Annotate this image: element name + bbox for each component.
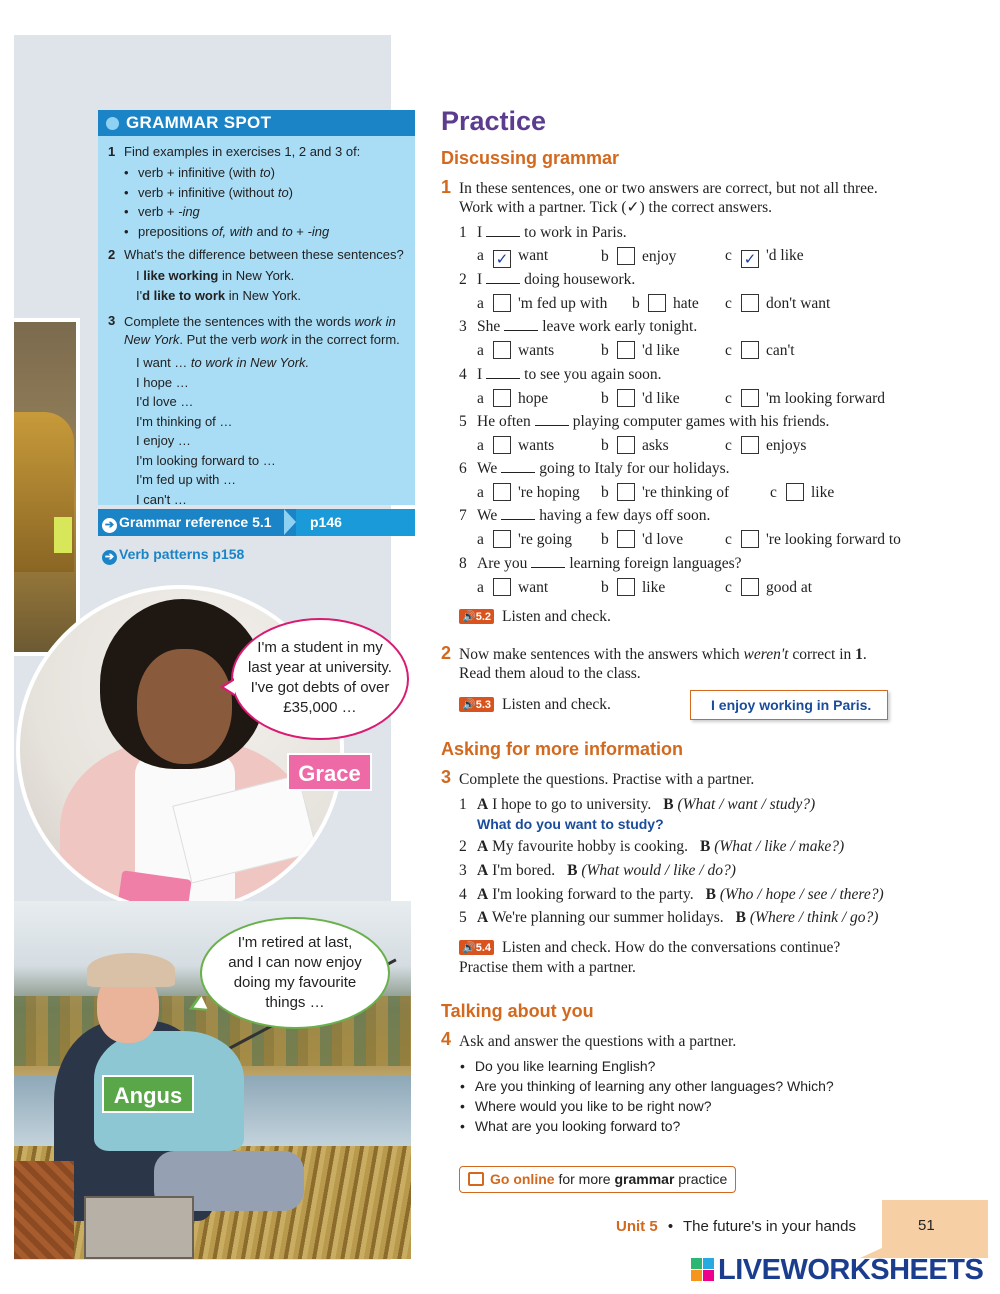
- audio-5-3-line: 🔊5.3 Listen and check.: [459, 696, 611, 714]
- grammar-item-3: [108, 313, 405, 349]
- question-row: [459, 555, 742, 573]
- exercise-number: 4: [441, 1029, 452, 1049]
- external-link-icon: [468, 1172, 484, 1186]
- option-text: 'm looking forward: [766, 390, 886, 407]
- tick-checkbox[interactable]: [741, 341, 759, 359]
- bubble-line: £35,000 …: [283, 699, 357, 716]
- grammar-spot-title: GRAMMAR SPOT: [126, 113, 272, 132]
- audio-5-4-line: 🔊5.4 Listen and check. How do the conversations continue?: [459, 939, 840, 957]
- option-b: [601, 389, 680, 408]
- tick-checkbox[interactable]: [493, 294, 511, 312]
- option-b: [601, 436, 669, 455]
- option-text: enjoys: [766, 437, 807, 454]
- option-text: can't: [766, 342, 795, 359]
- example-line: I enjoy …: [136, 433, 191, 448]
- angus-speech-bubble: [200, 917, 390, 1029]
- verb-patterns-label: Verb patterns p158: [119, 546, 245, 562]
- tackle-box: [84, 1196, 194, 1259]
- dialogue-row: [459, 838, 844, 856]
- item-number: 2: [459, 838, 467, 855]
- verb-patterns-link[interactable]: [102, 546, 244, 565]
- bullet-item: • verb + infinitive (without to): [124, 183, 405, 203]
- speaker-b: B: [735, 909, 746, 926]
- option-letter: b: [632, 295, 640, 312]
- audio-icon[interactable]: 🔊5.3: [459, 697, 494, 712]
- option-a: [477, 578, 548, 597]
- question-number: 4: [459, 366, 467, 383]
- option-text: wants: [518, 437, 555, 454]
- speaker-a: A: [477, 862, 489, 879]
- item-number: 3: [108, 313, 116, 328]
- tick-checkbox[interactable]: [741, 294, 759, 312]
- example-line: I'd love …: [136, 394, 194, 409]
- option-text: 'd love: [642, 531, 684, 548]
- speaker-b-prompt: (What / like / make?): [714, 838, 845, 855]
- question-number: 2: [459, 271, 467, 288]
- speaker-b: B: [705, 886, 716, 903]
- firefighter-photo: [14, 318, 80, 656]
- option-text: 'd like: [642, 390, 680, 407]
- question-row: [459, 224, 627, 242]
- option-letter: c: [725, 437, 732, 454]
- option-text: want: [518, 579, 549, 596]
- grammar-item-2-lines: [136, 266, 405, 305]
- option-c: [725, 436, 806, 455]
- item-number: 5: [459, 909, 467, 926]
- tick-checkbox[interactable]: [617, 578, 635, 596]
- picnic-basket: [14, 1161, 74, 1259]
- item-number: 1: [459, 796, 467, 813]
- question-number: 8: [459, 555, 467, 572]
- answer-blank: [531, 556, 565, 568]
- audio-icon[interactable]: 🔊5.2: [459, 609, 494, 624]
- option-a: [477, 436, 554, 455]
- chevron-right-icon: [284, 509, 296, 535]
- footer-unit-title: Unit 5 • The future's in your hands: [616, 1218, 856, 1235]
- speaker-b-prompt: (Who / hope / see / there?): [719, 886, 884, 903]
- option-c: [725, 247, 804, 268]
- option-letter: a: [477, 295, 484, 312]
- tick-checkbox[interactable]: [617, 530, 635, 548]
- tick-checkbox[interactable]: [617, 389, 635, 407]
- exercise-number: 1: [441, 177, 452, 197]
- go-online-button[interactable]: Go online for more grammar practice: [459, 1166, 736, 1193]
- bubble-line: things …: [265, 994, 325, 1011]
- tick-checkbox[interactable]: [493, 483, 511, 501]
- speaker-b-prompt: (What / want / study?): [677, 796, 816, 813]
- speaker-b: B: [567, 862, 578, 879]
- option-text: enjoy: [642, 248, 677, 265]
- grammar-reference-page: p146: [310, 514, 342, 530]
- option-c: [725, 389, 885, 408]
- exercise-4-instructions: Ask and answer the questions with a partner.: [459, 1033, 737, 1050]
- option-a: [477, 247, 548, 268]
- grace-name-tag: Grace: [287, 753, 372, 791]
- tick-checkbox[interactable]: [493, 436, 511, 454]
- option-letter: b: [601, 579, 609, 596]
- option-c: [725, 341, 795, 360]
- question-row: [459, 318, 697, 336]
- discussion-question: • Where would you like to be right now?: [460, 1098, 711, 1114]
- option-letter: b: [601, 437, 609, 454]
- grammar-reference-label: Grammar reference 5.1: [119, 514, 272, 530]
- option-c: [725, 530, 901, 549]
- exercise-2-instructions: [459, 645, 867, 683]
- answer-blank: [486, 272, 520, 284]
- tick-checkbox[interactable]: [493, 389, 511, 407]
- option-letter: a: [477, 342, 484, 359]
- option-text: 're thinking of: [642, 484, 730, 501]
- option-text: 're going: [518, 531, 573, 548]
- question-text: doing housework.: [524, 271, 636, 288]
- option-letter: c: [725, 295, 732, 312]
- answer-blank: [486, 225, 520, 237]
- option-text: hate: [673, 295, 699, 312]
- audio-5-2-line: 🔊5.2 Listen and check.: [459, 608, 611, 626]
- discussion-question: • What are you looking forward to?: [460, 1118, 680, 1134]
- option-text: like: [811, 484, 835, 501]
- item-text: What's the difference between these sentences?: [124, 247, 404, 262]
- example-line: I'd like to work in New York.: [136, 287, 302, 303]
- tick-checkbox[interactable]: [617, 247, 635, 265]
- option-c: [770, 483, 834, 502]
- question-number: 3: [459, 318, 467, 335]
- option-letter: c: [770, 484, 777, 501]
- option-b: [601, 247, 676, 266]
- bubble-line: doing my favourite: [233, 974, 357, 991]
- option-text: 're looking forward to: [766, 531, 901, 548]
- item-number: 2: [108, 247, 116, 262]
- logo-blocks-icon: [691, 1258, 715, 1282]
- grace-speech-bubble: [231, 618, 409, 740]
- speaker-a: A: [477, 796, 489, 813]
- tick-checkbox[interactable]: [493, 341, 511, 359]
- speaker-a: A: [477, 838, 489, 855]
- question-row: [459, 460, 730, 478]
- section-title-talking-about-you: Talking about you: [441, 1001, 594, 1021]
- option-letter: b: [601, 390, 609, 407]
- instruction-line: Now make sentences with the answers which weren't correct in 1.: [459, 646, 867, 663]
- tick-checkbox[interactable]: [648, 294, 666, 312]
- option-a: [477, 341, 554, 360]
- option-b: [601, 483, 729, 502]
- question-text: having a few days off soon.: [539, 507, 711, 524]
- tick-checkbox[interactable]: [493, 578, 511, 596]
- option-text: want: [518, 247, 549, 264]
- arrow-right-icon: ➔: [102, 550, 117, 565]
- tick-checkbox[interactable]: [741, 389, 759, 407]
- item-number: 3: [459, 862, 467, 879]
- answer-blank: [501, 508, 535, 520]
- question-text: I: [477, 366, 483, 383]
- bullet-dot-icon: [106, 117, 119, 130]
- dialogue-row: [459, 862, 736, 880]
- example-line: I'm fed up with …: [136, 472, 237, 487]
- bullet-item: • prepositions of, with and to + -ing: [124, 222, 405, 242]
- option-b: [601, 578, 665, 597]
- option-letter: a: [477, 390, 484, 407]
- question-number: 5: [459, 413, 467, 430]
- option-letter: c: [725, 342, 732, 359]
- option-c: [725, 578, 812, 597]
- item-text: Find examples in exercises 1, 2 and 3 of:: [124, 144, 361, 159]
- question-row: [459, 507, 710, 525]
- question-text: She: [477, 318, 501, 335]
- answer-blank: [486, 367, 520, 379]
- option-b: [601, 530, 683, 549]
- option-text: good at: [766, 579, 813, 596]
- option-a: [477, 530, 572, 549]
- grammar-item-3-lines: [136, 353, 405, 509]
- bubble-line: I'm a student in my: [257, 639, 383, 656]
- question-text: He often: [477, 413, 531, 430]
- question-text: to see you again soon.: [524, 366, 662, 383]
- speaker-a-text: My favourite hobby is cooking.: [492, 838, 688, 855]
- liveworksheets-logo: LIVEWORKSHEETS: [691, 1254, 983, 1287]
- speaker-a: A: [477, 886, 489, 903]
- grammar-spot-header: [98, 110, 415, 136]
- speaker-a: A: [477, 909, 489, 926]
- speaker-b-prompt: (Where / think / go?): [749, 909, 879, 926]
- speaker-a-text: We're planning our summer holidays.: [491, 909, 724, 926]
- answer-blank: [501, 461, 535, 473]
- option-letter: c: [725, 531, 732, 548]
- option-a: [477, 483, 580, 502]
- bullet-item: • verb + infinitive (with to): [124, 163, 405, 183]
- question-text: We: [477, 460, 498, 477]
- dialogue-row: [459, 909, 878, 927]
- option-letter: b: [601, 531, 609, 548]
- bubble-line: I'm retired at last,: [237, 934, 353, 951]
- answer-blank: [504, 319, 538, 331]
- bubble-line: last year at university.: [248, 659, 392, 676]
- speaker-a-text: I'm looking forward to the party.: [492, 886, 694, 903]
- question-number: 1: [459, 224, 467, 241]
- example-line: I like working in New York.: [136, 268, 295, 283]
- bullet-item: • verb + -ing: [124, 202, 405, 222]
- option-text: don't want: [766, 295, 831, 312]
- option-text: 're hoping: [518, 484, 580, 501]
- exercise-3-instructions: Complete the questions. Practise with a partner.: [459, 771, 755, 788]
- section-title-discussing-grammar: Discussing grammar: [441, 148, 620, 168]
- exercise-1-instructions: [459, 179, 878, 217]
- option-letter: a: [477, 484, 484, 501]
- option-text: hope: [518, 390, 549, 407]
- dialogue-row: [459, 796, 815, 814]
- item-number: 4: [459, 886, 467, 903]
- option-text: asks: [642, 437, 669, 454]
- example-answer: What do you want to study?: [477, 816, 664, 832]
- grammar-bullets: [124, 163, 405, 241]
- option-b: [601, 341, 680, 360]
- option-text: 'm fed up with: [518, 295, 608, 312]
- answer-blank: [535, 414, 569, 426]
- question-text: Are you: [477, 555, 528, 572]
- option-b: [632, 294, 699, 313]
- reflective-band: [54, 517, 72, 553]
- page-title: Practice: [441, 106, 547, 136]
- question-row: [459, 271, 635, 289]
- speaker-a-text: I hope to go to university.: [492, 796, 652, 813]
- option-letter: b: [601, 248, 609, 265]
- speaker-a-text: I'm bored.: [492, 862, 556, 879]
- tick-checkbox[interactable]: ✓: [493, 250, 511, 268]
- option-text: wants: [518, 342, 555, 359]
- example-line: I can't …: [136, 491, 187, 507]
- option-letter: c: [725, 247, 732, 264]
- grammar-reference-link[interactable]: [98, 509, 415, 536]
- example-line: I'm thinking of …: [136, 413, 233, 429]
- section-title-asking-more-info: Asking for more information: [441, 739, 684, 759]
- instruction-line: In these sentences, one or two answers are correct, but not all three.: [459, 180, 878, 197]
- question-text: to work in Paris.: [524, 224, 627, 241]
- question-text: We: [477, 507, 498, 524]
- example-line: I'm looking forward to …: [136, 452, 276, 468]
- audio-icon[interactable]: 🔊5.4: [459, 940, 494, 955]
- tick-checkbox[interactable]: [786, 483, 804, 501]
- question-text: playing computer games with his friends.: [572, 413, 830, 430]
- question-row: [459, 366, 662, 384]
- tick-checkbox[interactable]: [741, 530, 759, 548]
- option-text: like: [642, 579, 666, 596]
- option-letter: a: [477, 247, 484, 264]
- discussion-question: • Do you like learning English?: [460, 1058, 655, 1074]
- bubble-line: and I can now enjoy: [228, 954, 362, 971]
- speaker-b-prompt: (What would / like / do?): [581, 862, 736, 879]
- question-number: 6: [459, 460, 467, 477]
- tick-checkbox[interactable]: [741, 436, 759, 454]
- audio-5-4-line-2: Practise them with a partner.: [459, 959, 636, 976]
- angus-name-tag: Angus: [102, 1075, 194, 1113]
- question-text: leave work early tonight.: [542, 318, 698, 335]
- tick-checkbox[interactable]: [493, 530, 511, 548]
- option-letter: a: [477, 437, 484, 454]
- option-a: [477, 389, 548, 408]
- example-answer-tag: I enjoy working in Paris.: [690, 690, 888, 720]
- question-text: I: [477, 271, 483, 288]
- tick-checkbox[interactable]: [741, 578, 759, 596]
- question-number: 7: [459, 507, 467, 524]
- tick-checkbox[interactable]: [617, 483, 635, 501]
- question-row: [459, 413, 829, 431]
- question-text: going to Italy for our holidays.: [539, 460, 730, 477]
- option-letter: c: [725, 579, 732, 596]
- page-number: 51: [918, 1217, 935, 1234]
- instruction-line: Work with a partner. Tick (✓) the correct answers.: [459, 199, 773, 216]
- example-line: I hope …: [136, 374, 189, 390]
- option-letter: b: [601, 342, 609, 359]
- option-letter: a: [477, 579, 484, 596]
- exercise-number: 2: [441, 643, 452, 663]
- tick-checkbox[interactable]: [617, 341, 635, 359]
- grammar-spot-box: [98, 110, 415, 505]
- speaker-b: B: [663, 796, 674, 813]
- option-letter: b: [601, 484, 609, 501]
- dialogue-row: [459, 886, 884, 904]
- grammar-item-2: [108, 247, 405, 262]
- exercise-number: 3: [441, 767, 452, 787]
- tick-checkbox[interactable]: ✓: [741, 250, 759, 268]
- speaker-b: B: [699, 838, 711, 855]
- option-text: 'd like: [642, 342, 680, 359]
- option-text: 'd like: [766, 247, 804, 264]
- option-c: [725, 294, 830, 313]
- tick-checkbox[interactable]: [617, 436, 635, 454]
- instruction-line: Read them aloud to the class.: [459, 665, 641, 682]
- item-number: 1: [108, 144, 116, 159]
- arrow-right-icon: ➔: [102, 518, 117, 533]
- option-a: [477, 294, 607, 313]
- grammar-item-1: [108, 144, 405, 159]
- example-line: I want … to work in New York.: [136, 355, 310, 370]
- question-text: learning foreign languages?: [569, 555, 742, 572]
- option-letter: c: [725, 390, 732, 407]
- item-text: Complete the sentences with the words work in New York. Put the verb work in the correct form.: [124, 314, 400, 347]
- bubble-line: I've got debts of over: [250, 679, 390, 696]
- discussion-question: • Are you thinking of learning any other languages? Which?: [460, 1078, 834, 1094]
- question-text: I: [477, 224, 483, 241]
- option-letter: a: [477, 531, 484, 548]
